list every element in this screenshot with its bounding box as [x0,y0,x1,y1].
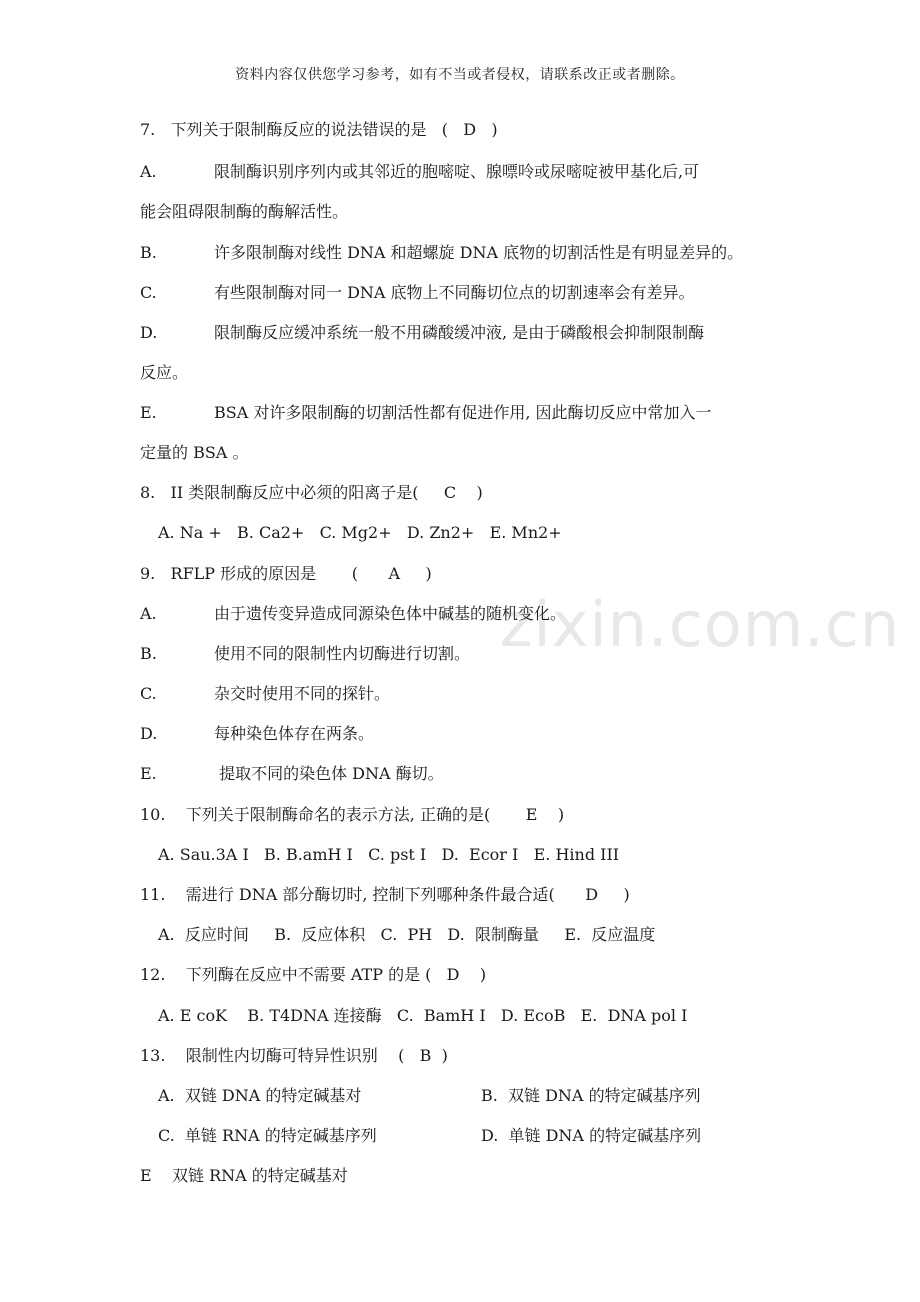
q9-option-c-text: 杂交时使用不同的探针。 [214,684,391,703]
q9-option-a-letter: A. [140,604,157,623]
q7-option-e-text: BSA 对许多限制酶的切割活性都有促进作用, 因此酶切反应中常加入一 [214,403,712,422]
q9-option-d-letter: D. [140,724,158,743]
q8-options: A. Na + B. Ca2+ C. Mg2+ D. Zn2+ E. Mn2+ [158,523,562,542]
q13-stem: 13. 限制性内切酶可特异性识别 ( B ) [140,1046,448,1065]
q9-option-e-text: 提取不同的染色体 DNA 酶切。 [214,764,444,783]
q11-stem: 11. 需进行 DNA 部分酶切时, 控制下列哪种条件最合适( D ) [140,885,630,904]
q8-stem: 8. II 类限制酶反应中必须的阳离子是( C ) [140,483,483,502]
q7-stem: 7. 下列关于限制酶反应的说法错误的是 ( D ) [140,120,498,139]
q7-option-b-letter: B. [140,243,157,262]
q13-option-d: D. 单链 DNA 的特定碱基序列 [481,1126,702,1145]
q7-option-d-continued: 反应。 [140,363,189,382]
q7-option-a-letter: A. [140,162,157,181]
q7-option-e-letter: E. [140,403,157,422]
q7-option-d-text: 限制酶反应缓冲系统一般不用磷酸缓冲液, 是由于磷酸根会抑制限制酶 [214,323,705,342]
q13-option-c: C. 单链 RNA 的特定碱基序列 [158,1126,377,1145]
q9-option-d-text: 每种染色体存在两条。 [214,724,375,743]
q11-options: A. 反应时间 B. 反应体积 C. PH D. 限制酶量 E. 反应温度 [158,925,656,944]
q7-option-c-letter: C. [140,283,157,302]
q7-option-b-text: 许多限制酶对线性 DNA 和超螺旋 DNA 底物的切割活性是有明显差异的。 [214,243,744,262]
q7-option-c-text: 有些限制酶对同一 DNA 底物上不同酶切位点的切割速率会有差异。 [214,283,695,302]
q13-option-b: B. 双链 DNA 的特定碱基序列 [481,1086,701,1105]
q9-option-e-letter: E. [140,764,157,783]
q12-options: A. E coK B. T4DNA 连接酶 C. BamH I D. EcoB E. DNA pol I [158,1006,688,1025]
q9-stem: 9. RFLP 形成的原因是 ( A ) [140,564,432,583]
watermark: zixin.com.cn [500,588,901,661]
q7-option-a-text: 限制酶识别序列内或其邻近的胞嘧啶、腺嘌呤或尿嘧啶被甲基化后,可 [214,162,700,181]
q7-option-e-continued: 定量的 BSA 。 [140,443,249,462]
q9-option-a-text: 由于遗传变异造成同源染色体中碱基的随机变化。 [214,604,567,623]
q7-option-d-letter: D. [140,323,158,342]
q9-option-b-letter: B. [140,644,157,663]
q13-option-a: A. 双链 DNA 的特定碱基对 [158,1086,362,1105]
q7-option-a-continued: 能会阻碍限制酶的酶解活性。 [140,202,349,221]
q12-stem: 12. 下列酶在反应中不需要 ATP 的是 ( D ) [140,965,487,984]
q13-option-e: E 双链 RNA 的特定碱基对 [140,1166,348,1185]
q9-option-b-text: 使用不同的限制性内切酶进行切割。 [214,644,471,663]
q10-options: A. Sau.3A I B. B.amH I C. pst I D. Ecor I E. Hind III [158,845,620,864]
q10-stem: 10. 下列关于限制酶命名的表示方法, 正确的是( E ) [140,805,565,824]
page-header-disclaimer: 资料内容仅供您学习参考，如有不当或者侵权，请联系改正或者删除。 [235,67,685,83]
q9-option-c-letter: C. [140,684,157,703]
